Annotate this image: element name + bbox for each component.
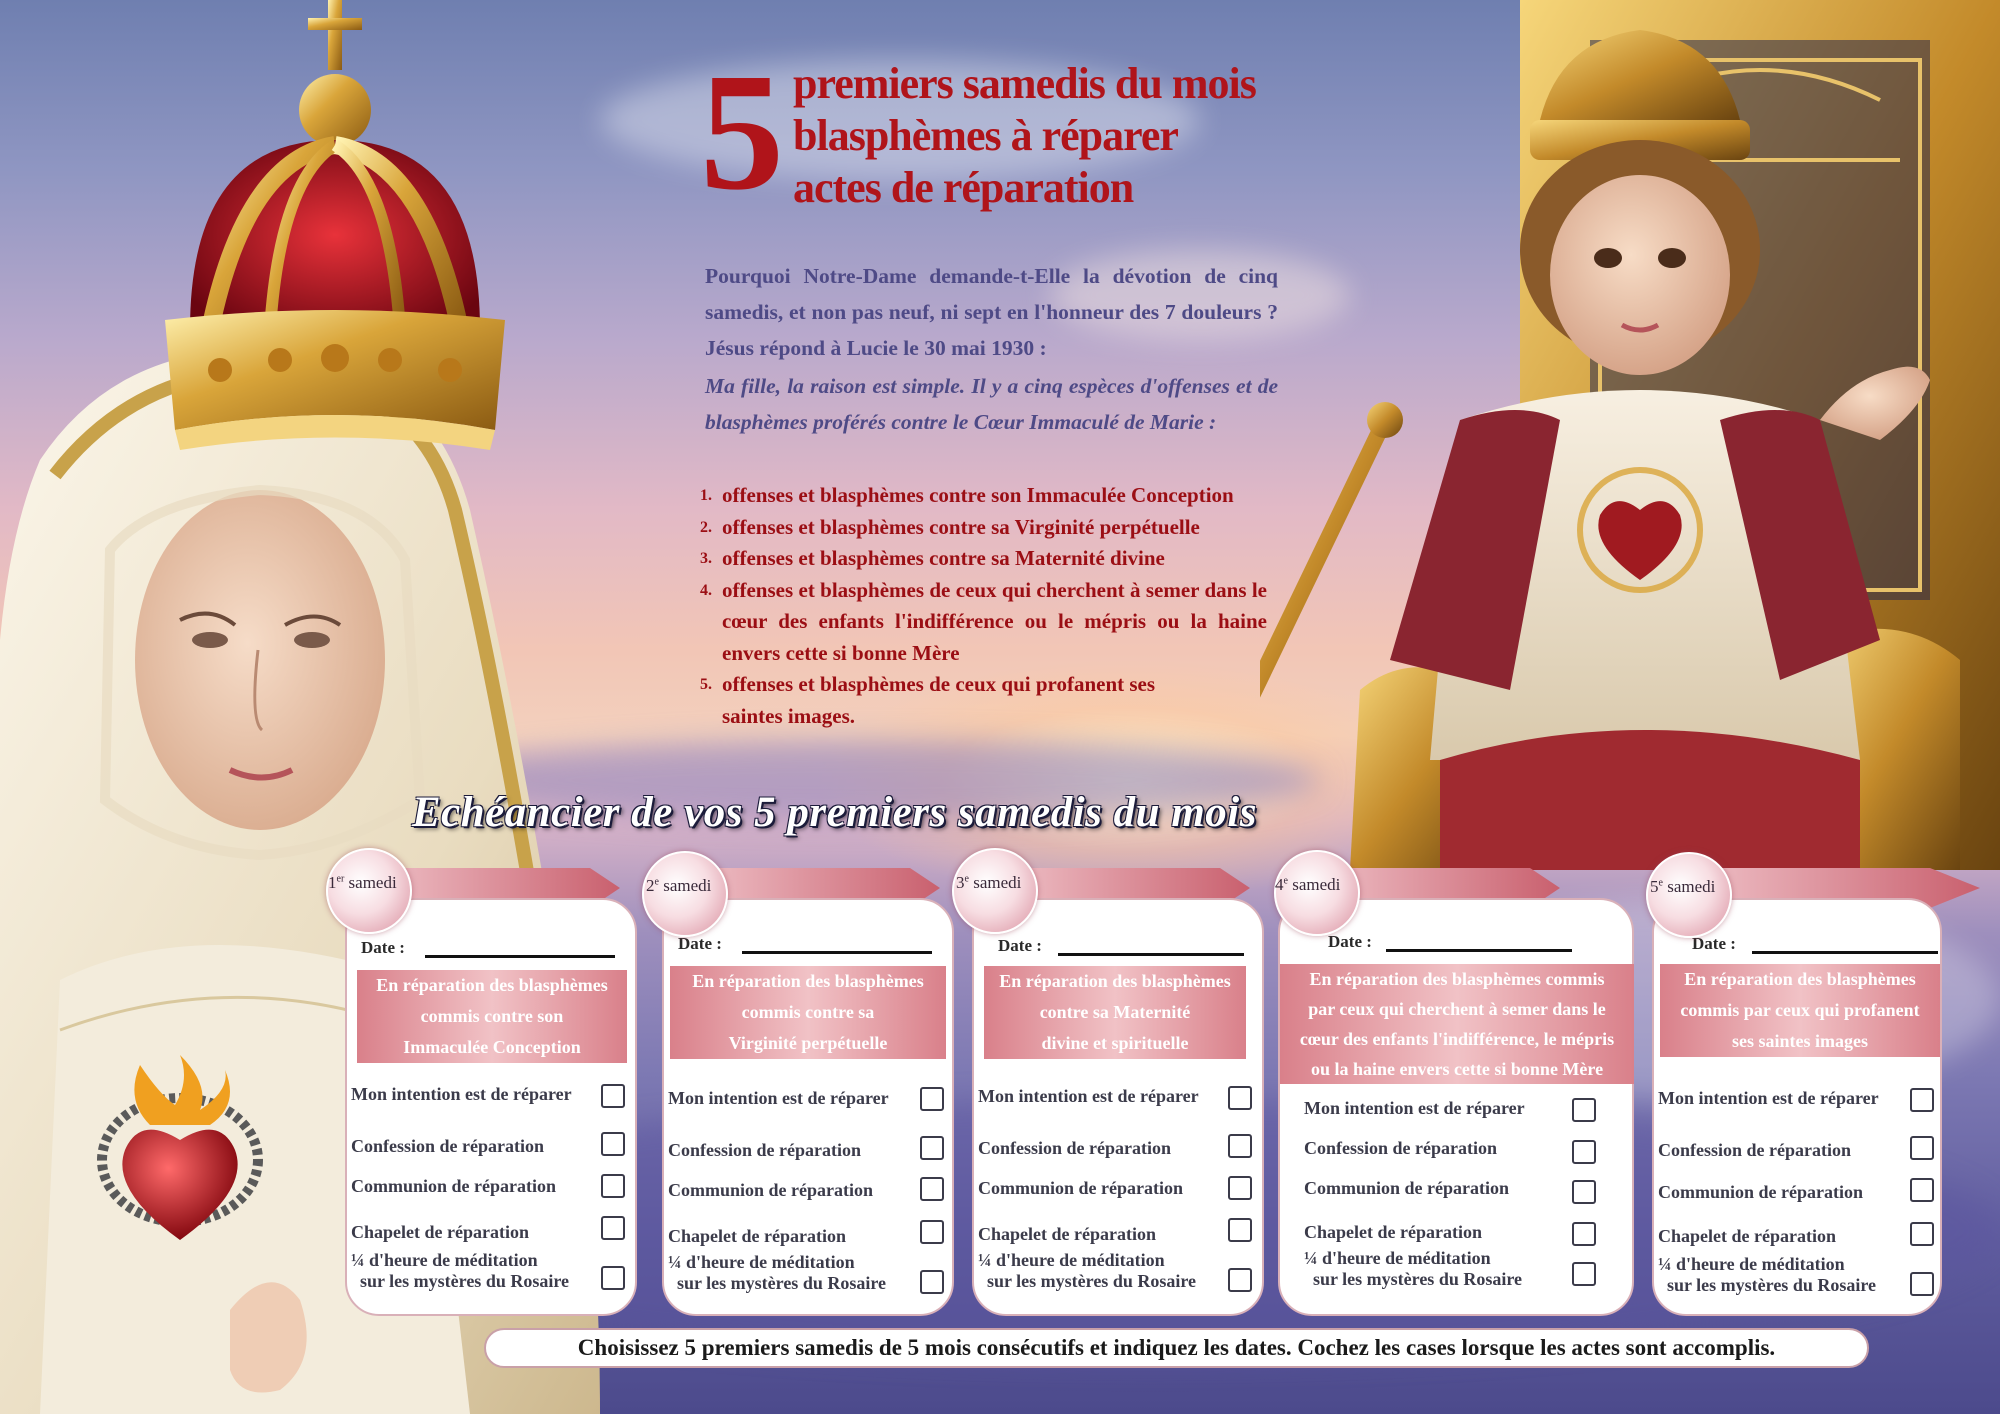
act-chapelet-label: Chapelet de réparation <box>351 1222 529 1242</box>
act-meditation-checkbox[interactable] <box>1572 1262 1596 1286</box>
act-chapelet-checkbox[interactable] <box>920 1220 944 1244</box>
act-confession-label: Confession de réparation <box>351 1136 544 1156</box>
saturday-card-4 <box>1278 898 1634 1316</box>
reparation-box: En réparation des blasphèmes commis par ceux qui profanent ses saintes images <box>1660 964 1940 1057</box>
act-meditation-label: ¼ d'heure de méditation sur les mystères du Rosaire <box>668 1252 886 1293</box>
act-communion-checkbox[interactable] <box>920 1177 944 1201</box>
infant-jesus-image <box>1260 0 2000 870</box>
act-intention-label: Mon intention est de réparer <box>668 1088 889 1108</box>
reparation-box: En réparation des blasphèmes commis contre sa Virginité perpétuelle <box>670 966 946 1059</box>
act-chapelet-checkbox[interactable] <box>601 1216 625 1240</box>
saturday-card-1 <box>345 898 637 1316</box>
title-line: premiers samedis du mois <box>793 59 1256 108</box>
act-intention-checkbox[interactable] <box>1910 1088 1934 1112</box>
schedule-title: Echéancier de vos 5 premiers samedis du mois <box>412 789 1257 836</box>
date-label: Date : <box>998 936 1042 955</box>
act-meditation-label: ¼ d'heure de méditation sur les mystères du Rosaire <box>1304 1248 1522 1289</box>
date-input-line[interactable] <box>742 951 932 954</box>
act-confession-label: Confession de réparation <box>1658 1140 1851 1160</box>
act-confession-checkbox[interactable] <box>1910 1136 1934 1160</box>
date-label: Date : <box>1692 934 1736 953</box>
crown-image <box>150 0 520 500</box>
card-number-label: 3e samedi <box>956 873 1022 892</box>
reparation-box: En réparation des blasphèmes commis contre son Immaculée Conception <box>357 970 627 1063</box>
reparation-box: En réparation des blasphèmes commis par ceux qui cherchent à semer dans le cœur des enfants l'indifférence, le mépris ou la haine envers cette si bonne Mère <box>1280 964 1634 1084</box>
act-chapelet-label: Chapelet de réparation <box>668 1226 846 1246</box>
act-intention-label: Mon intention est de réparer <box>1658 1088 1879 1108</box>
act-intention-label: Mon intention est de réparer <box>351 1084 572 1104</box>
act-meditation-label: ¼ d'heure de méditation sur les mystères du Rosaire <box>978 1250 1196 1291</box>
act-confession-checkbox[interactable] <box>601 1132 625 1156</box>
date-input-line[interactable] <box>1752 951 1938 954</box>
intro-question: Pourquoi Notre-Dame demande-t-Elle la dévotion de cinq samedis, et non pas neuf, ni sept en l'honneur des 7 douleurs ? Jésus répond à Lucie le 30 mai 1930 : <box>705 264 1278 360</box>
act-chapelet-checkbox[interactable] <box>1228 1218 1252 1242</box>
act-meditation-checkbox[interactable] <box>1910 1272 1934 1296</box>
offense-list <box>700 480 1290 732</box>
act-meditation-checkbox[interactable] <box>920 1270 944 1294</box>
act-meditation-checkbox[interactable] <box>1228 1268 1252 1292</box>
act-communion-checkbox[interactable] <box>1228 1176 1252 1200</box>
act-intention-checkbox[interactable] <box>601 1084 625 1108</box>
offense-item: 5. offenses et blasphèmes de ceux qui profanent ses saintes images. <box>700 672 1156 728</box>
title-line: blasphèmes à réparer <box>793 111 1178 160</box>
act-communion-checkbox[interactable] <box>601 1174 625 1198</box>
saturday-card-5 <box>1652 898 1942 1316</box>
act-chapelet-checkbox[interactable] <box>1572 1222 1596 1246</box>
act-confession-checkbox[interactable] <box>1572 1140 1596 1164</box>
act-intention-checkbox[interactable] <box>1572 1098 1596 1122</box>
act-intention-checkbox[interactable] <box>920 1087 944 1111</box>
act-chapelet-label: Chapelet de réparation <box>1304 1222 1482 1242</box>
act-intention-checkbox[interactable] <box>1228 1086 1252 1110</box>
immaculate-heart-icon <box>80 1050 280 1270</box>
act-meditation-checkbox[interactable] <box>601 1266 625 1290</box>
jesus-quote: Ma fille, la raison est simple. Il y a cinq espèces d'offenses et de blasphèmes proférés contre le Cœur Immaculé de Marie : <box>705 374 1278 434</box>
act-confession-label: Confession de réparation <box>978 1138 1171 1158</box>
card-number-label: 2e samedi <box>646 876 712 895</box>
act-meditation-label: ¼ d'heure de méditation sur les mystères du Rosaire <box>351 1250 569 1291</box>
act-communion-checkbox[interactable] <box>1910 1178 1934 1202</box>
offense-item: 2. offenses et blasphèmes contre sa Virginité perpétuelle <box>700 514 1200 539</box>
act-confession-checkbox[interactable] <box>920 1136 944 1160</box>
act-confession-label: Confession de réparation <box>668 1140 861 1160</box>
saturday-card-3 <box>972 898 1264 1316</box>
date-label: Date : <box>1328 932 1372 951</box>
title-block <box>793 58 1256 214</box>
date-label: Date : <box>678 934 722 953</box>
act-communion-label: Communion de réparation <box>1304 1178 1510 1198</box>
offense-item: 4. offenses et blasphèmes de ceux qui cherchent à semer dans le cœur des enfants l'indifférence ou le mépris ou la haine envers cette si bonne Mère <box>700 577 1267 665</box>
act-communion-checkbox[interactable] <box>1572 1180 1596 1204</box>
saturday-card-2 <box>662 898 954 1316</box>
offense-item: 3. offenses et blasphèmes contre sa Maternité divine <box>700 546 1165 570</box>
date-input-line[interactable] <box>425 955 615 958</box>
footer-instructions: Choisissez 5 premiers samedis de 5 mois consécutifs et indiquez les dates. Cochez les cases lorsque les actes sont accomplis. <box>484 1328 1869 1368</box>
act-chapelet-label: Chapelet de réparation <box>1658 1226 1836 1246</box>
act-intention-label: Mon intention est de réparer <box>978 1086 1199 1106</box>
act-intention-label: Mon intention est de réparer <box>1304 1098 1525 1118</box>
card-number-label: 5e samedi <box>1650 877 1716 896</box>
act-confession-checkbox[interactable] <box>1228 1134 1252 1158</box>
reparation-box: En réparation des blasphèmes contre sa Maternité divine et spirituelle <box>984 966 1246 1059</box>
act-meditation-label: ¼ d'heure de méditation sur les mystères du Rosaire <box>1658 1254 1876 1295</box>
act-communion-label: Communion de réparation <box>351 1176 557 1196</box>
act-communion-label: Communion de réparation <box>1658 1182 1864 1202</box>
card-number-label: 1er samedi <box>328 873 397 892</box>
act-communion-label: Communion de réparation <box>668 1180 874 1200</box>
act-confession-label: Confession de réparation <box>1304 1138 1497 1158</box>
act-chapelet-label: Chapelet de réparation <box>978 1224 1156 1244</box>
date-input-line[interactable] <box>1386 949 1572 952</box>
date-label: Date : <box>361 938 405 957</box>
offense-item: 1. offenses et blasphèmes contre son Immaculée Conception <box>700 483 1234 507</box>
card-number-label: 4e samedi <box>1275 875 1341 894</box>
title-line: actes de réparation <box>793 163 1134 212</box>
date-input-line[interactable] <box>1058 953 1244 956</box>
act-communion-label: Communion de réparation <box>978 1178 1184 1198</box>
act-chapelet-checkbox[interactable] <box>1910 1222 1934 1246</box>
title-number: 5 <box>700 39 784 225</box>
